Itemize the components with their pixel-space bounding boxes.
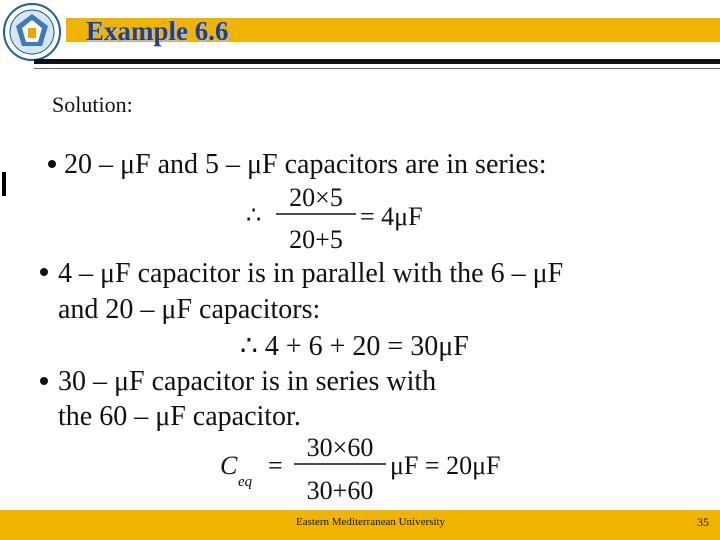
slide-title: Example 6.6 [86, 16, 229, 46]
eq-3-denominator: 30+60 [306, 476, 374, 505]
eq-3-numerator: 30×60 [306, 433, 374, 462]
bullet-1-text: 20 – μF and 5 – μF capacitors are in series: [64, 149, 547, 180]
eq-3-subscript: eq [238, 474, 253, 490]
therefore-symbol: ∴ [246, 203, 262, 229]
eq-1-numerator: 20×5 [289, 183, 343, 212]
bullet-dot-2 [40, 268, 48, 276]
eq-3-result: μF = 20μF [390, 451, 501, 480]
bullet-dot-1 [48, 160, 56, 168]
bullet-3-line-2: the 60 – μF capacitor. [58, 401, 301, 432]
page-number: 35 [697, 515, 709, 529]
bullet-2-line-1: 4 – μF capacitor is in parallel with the 6 – μF [58, 258, 564, 289]
solution-label: Solution: [52, 92, 133, 117]
footer-university: Eastern Mediterranean University [296, 516, 446, 528]
eq-1-result: = 4μF [360, 202, 423, 231]
eq-2: ∴ 4 + 6 + 20 = 30μF [240, 331, 469, 362]
eq-1-denominator: 20+5 [289, 225, 343, 254]
eq-3-lhs: C [220, 451, 238, 480]
bullet-dot-3 [40, 377, 48, 385]
bullet-3-line-1: 30 – μF capacitor is in series with [58, 366, 437, 397]
bullet-2-line-2: and 20 – μF capacitors: [58, 294, 321, 325]
eq-3-equals: = [268, 451, 283, 480]
